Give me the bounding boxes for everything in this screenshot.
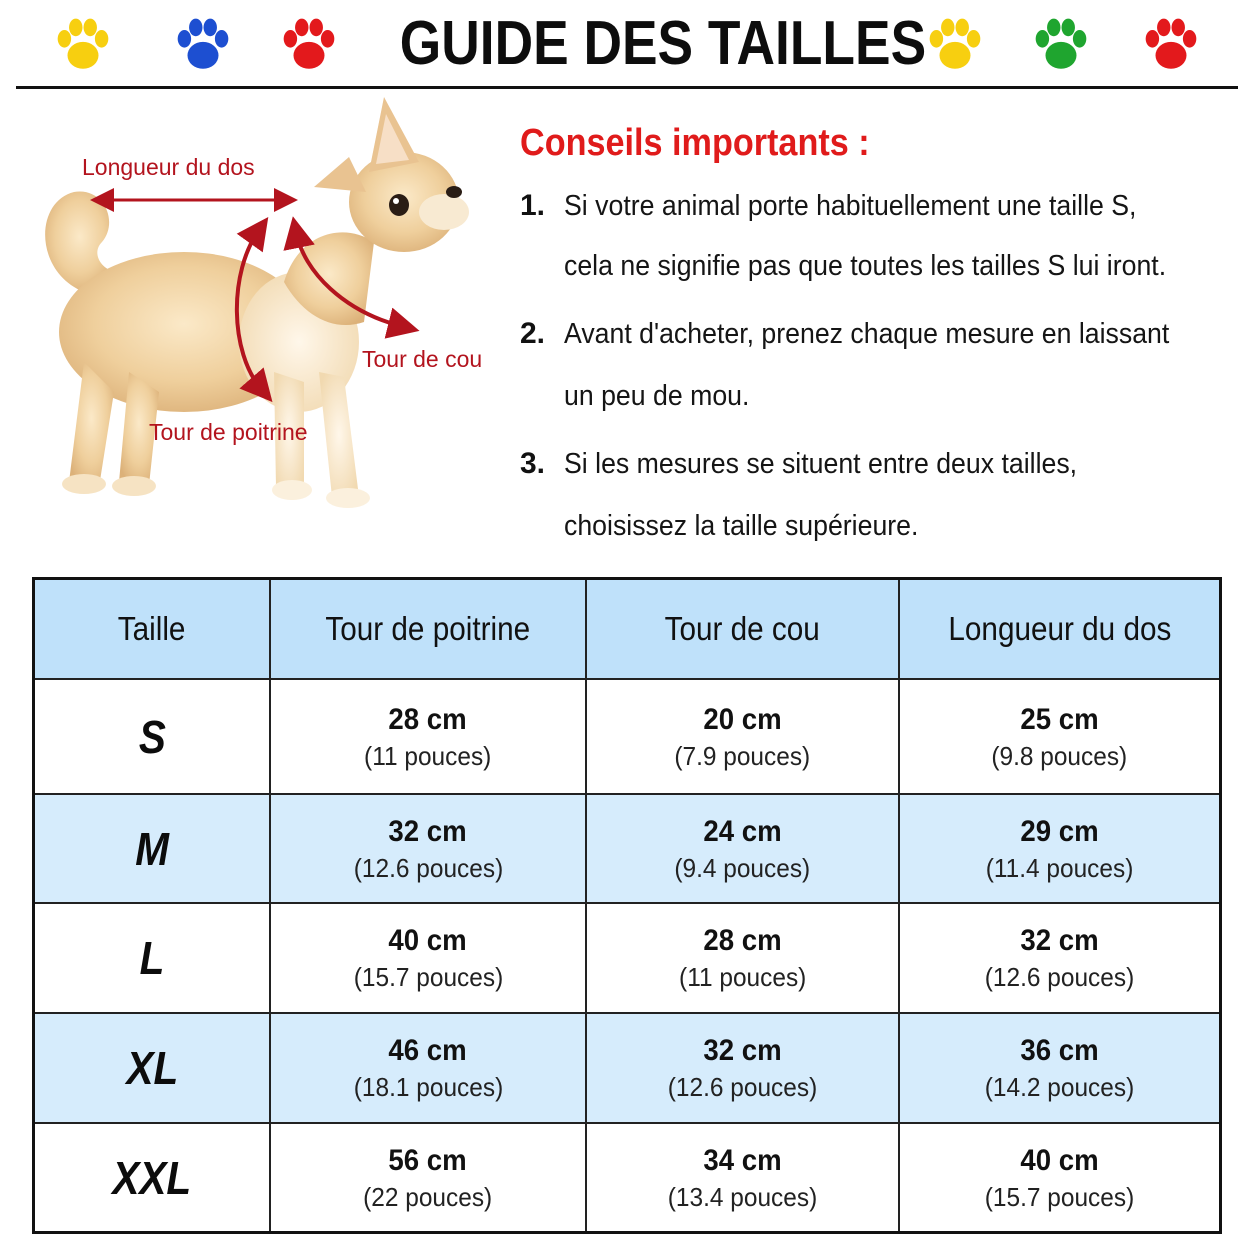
value-inches: (7.9 pouces) xyxy=(674,740,811,771)
header-divider xyxy=(16,86,1238,89)
value-inches: (12.6 pouces) xyxy=(984,962,1135,992)
value-inches: (18.1 pouces) xyxy=(353,1072,503,1102)
paw-print-icon xyxy=(52,14,114,76)
value-inches: (12.6 pouces) xyxy=(353,852,503,883)
table-cell xyxy=(587,680,900,795)
page-title: GUIDE DES TAILLES xyxy=(399,9,927,78)
table-row-size-cell xyxy=(35,795,271,904)
table-cell xyxy=(900,680,1219,795)
value-cm: 28 cm xyxy=(703,924,782,957)
table-cell xyxy=(587,1124,900,1231)
paw-print-icon xyxy=(1140,14,1202,76)
value-cm: 29 cm xyxy=(1020,814,1099,848)
tip-text: un peu de mou. xyxy=(564,380,750,412)
back-length-label: Longueur du dos xyxy=(82,154,255,180)
value-cm: 34 cm xyxy=(703,1143,782,1177)
table-cell xyxy=(900,1014,1219,1124)
tips-title: Conseils importants : xyxy=(520,122,870,164)
chest-label: Tour de poitrine xyxy=(149,419,308,445)
value-cm: 25 cm xyxy=(1020,702,1099,736)
tip-text: Si votre animal porte habituellement une taille S, xyxy=(564,190,1137,222)
value-cm: 20 cm xyxy=(703,702,782,736)
tip-number: 1. xyxy=(520,189,546,222)
size-label: XXL xyxy=(112,1151,192,1204)
value-inches: (11 pouces) xyxy=(678,962,807,992)
paw-print-icon xyxy=(172,14,234,76)
table-cell xyxy=(900,1124,1219,1231)
table-header-cell xyxy=(35,580,271,680)
value-inches: (9.4 pouces) xyxy=(674,852,811,883)
value-cm: 32 cm xyxy=(1020,924,1099,957)
value-inches: (15.7 pouces) xyxy=(353,962,503,992)
table-cell xyxy=(587,904,900,1014)
value-inches: (15.7 pouces) xyxy=(984,1181,1135,1212)
value-cm: 46 cm xyxy=(388,1034,468,1067)
value-inches: (11 pouces) xyxy=(364,740,492,771)
value-inches: (12.6 pouces) xyxy=(667,1072,818,1102)
value-cm: 24 cm xyxy=(703,814,782,848)
table-cell xyxy=(587,795,900,904)
column-header-size: Taille xyxy=(118,610,186,647)
column-header-neck: Tour de cou xyxy=(664,610,821,647)
tip-text: cela ne signifie pas que toutes les tailles S lui iront. xyxy=(564,250,1167,282)
column-header-back: Longueur du dos xyxy=(948,610,1171,647)
size-label: M xyxy=(135,822,169,875)
table-row-size-cell xyxy=(35,1124,271,1231)
value-cm: 56 cm xyxy=(388,1143,468,1177)
value-cm: 40 cm xyxy=(388,924,468,957)
table-row-size-cell xyxy=(35,904,271,1014)
table-cell xyxy=(271,904,587,1014)
table-cell xyxy=(271,1014,587,1124)
value-cm: 32 cm xyxy=(703,1034,782,1067)
header xyxy=(0,0,1254,90)
size-label: XL xyxy=(126,1042,178,1094)
value-cm: 28 cm xyxy=(388,702,468,736)
table-row-size-cell xyxy=(35,1014,271,1124)
column-header-chest: Tour de poitrine xyxy=(325,610,531,647)
tip-text: Avant d'acheter, prenez chaque mesure en laissant xyxy=(564,318,1170,350)
table-cell xyxy=(587,1014,900,1124)
value-inches: (22 pouces) xyxy=(363,1181,493,1212)
table-header-cell xyxy=(900,580,1219,680)
table-row-size-cell xyxy=(35,680,271,795)
tip-text: Si les mesures se situent entre deux tailles, xyxy=(564,448,1078,480)
paw-print-icon xyxy=(278,14,340,76)
value-inches: (9.8 pouces) xyxy=(991,740,1128,771)
value-inches: (13.4 pouces) xyxy=(667,1181,818,1212)
tip-number: 2. xyxy=(520,317,546,350)
measurement-diagram xyxy=(14,92,504,512)
table-cell xyxy=(900,795,1219,904)
tip-number: 3. xyxy=(520,447,546,480)
value-cm: 40 cm xyxy=(1020,1143,1099,1177)
table-header-cell xyxy=(271,580,587,680)
paw-print-icon xyxy=(1030,14,1092,76)
size-table xyxy=(32,577,1222,1234)
table-header-cell xyxy=(587,580,900,680)
tip-text: choisissez la taille supérieure. xyxy=(564,510,919,542)
table-cell xyxy=(271,795,587,904)
table-cell xyxy=(271,1124,587,1231)
value-inches: (14.2 pouces) xyxy=(984,1072,1135,1102)
paw-print-icon xyxy=(924,14,986,76)
value-cm: 36 cm xyxy=(1020,1034,1099,1067)
size-label: S xyxy=(138,710,166,763)
value-inches: (11.4 pouces) xyxy=(985,852,1134,883)
value-cm: 32 cm xyxy=(388,814,468,848)
table-cell xyxy=(271,680,587,795)
size-label: L xyxy=(139,932,165,984)
table-cell xyxy=(900,904,1219,1014)
neck-label: Tour de cou xyxy=(362,346,483,372)
